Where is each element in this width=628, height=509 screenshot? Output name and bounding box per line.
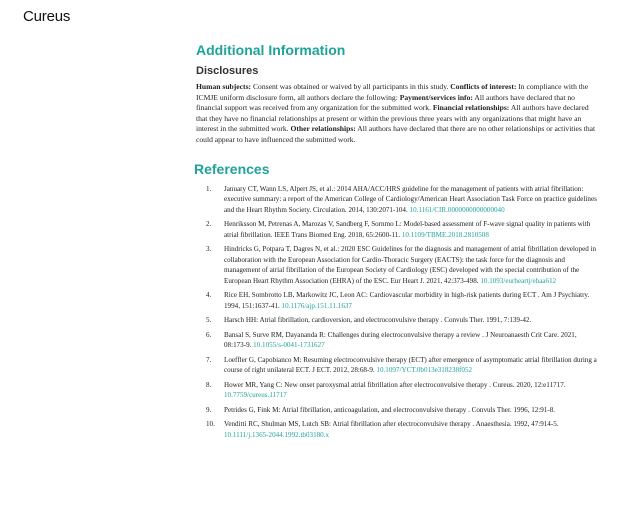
payment-services-text: All authors have declared that no financial support was received from any organization for the submitted work.: [196, 92, 575, 113]
reference-text: Venditti RC, Shulman MS, Lutch SB: Atrial fibrillation after electroconvulsive therapy . Anaesthesia. 1992, 47:914-5.: [224, 420, 559, 429]
reference-doi-link[interactable]: 10.1097/YCT.0b013e318238f052: [376, 366, 473, 375]
reference-item: [196, 219, 600, 240]
journal-logo: Cureus: [23, 8, 71, 25]
reference-text: January CT, Wann LS, Alpert JS, et al.: 2014 AHA/ACC/HRS guideline for the management of patients with atrial fibrillation: executive summary: a report of the American College of Cardiology/American Heart Association Task Force on practice guidelines and the Heart Rhythm Society. Circulation. 2014, 130:2071-104.: [224, 184, 597, 214]
human-subjects-text: Consent was obtained or waived by all participants in this study.: [251, 82, 451, 91]
reference-number: 4.: [206, 291, 212, 300]
reference-item: [196, 380, 600, 401]
reference-doi-link[interactable]: 10.7759/cureus.11717: [224, 391, 287, 400]
conflicts-of-interest-text: In compliance with the ICMJE uniform disclosure form, all authors declare the following:: [196, 82, 589, 102]
reference-item: [196, 315, 600, 326]
reference-item: [196, 405, 600, 416]
reference-doi-link[interactable]: 10.1055/s-0041-1731627: [253, 341, 325, 350]
human-subjects-label: Human subjects:: [196, 82, 252, 91]
conflicts-of-interest-label: Conflicts of interest:: [450, 82, 517, 91]
other-relationships-label: Other relationships:: [290, 124, 356, 134]
reference-doi-link[interactable]: 10.1109/TBME.2018.2810508: [401, 230, 489, 239]
references-heading: References: [194, 160, 270, 177]
reference-text: Henriksson M, Petrenas A, Marozas V, Sandberg F, Sornmo L: Model-based assessment of F-wave signal quality in patients with atrial fibrillation. IEEE Trans Biomed Eng. 2018, 65:2600-11.: [224, 220, 591, 239]
reference-text: Petrides G, Fink M: Atrial fibrillation, anticoagulation, and electroconvulsive therapy . Convuls Ther. 1996, 12:91-8.: [224, 405, 556, 414]
payment-services-label: Payment/services info:: [399, 92, 473, 102]
reference-text: Rice EH, Sombrotto LB, Markowitz JC, Leon AC: Cardiovascular morbidity in high-risk patients during ECT . Am J Psychiatry. 1994, 151:1637-41.: [224, 291, 590, 310]
reference-text: Hindricks G, Potpara T, Dagres N, et al.: 2020 ESC Guidelines for the diagnosis and management of atrial fibrillation developed in collaboration with the European Association for Cardio-Thoracic Surgery (EACTS): the task force for the diagnosis and management of atrial fibrillation of the European Society of Cardiology (ESC) developed with the special contribution of the European Heart Rhythm Association (EHRA) of the ESC. Eur Heart J. 2021, 42:373-498.: [224, 245, 597, 285]
reference-item: [196, 330, 600, 351]
additional-information-heading: Additional Information: [196, 42, 346, 58]
reference-number: 1.: [206, 184, 212, 193]
reference-number: 9.: [206, 405, 212, 414]
other-relationships-text: All authors have declared that there are no other relationships or activities that could appear to have influenced the submitted work.: [196, 124, 596, 144]
reference-item: [196, 244, 600, 286]
reference-text: Bansal S, Surve RM, Dayananda R: Challenges during electroconvulsive therapy a review . J Neuroanaesth Crit Care. 2021, 08:173-9.: [224, 330, 577, 350]
reference-item: [196, 290, 600, 311]
reference-item: [196, 419, 600, 440]
reference-number: 6.: [206, 330, 212, 339]
financial-relationships-label: Financial relationships:: [432, 103, 510, 113]
reference-number: 2.: [206, 220, 212, 229]
financial-relationships-text: All authors have declared that they have no financial relationships at present or within the previous three years with any organizations that might have an interest in the submitted work.: [196, 103, 589, 134]
reference-doi-link[interactable]: 10.1176/ajp.151.11.1637: [281, 301, 352, 310]
reference-text: Loeffler G, Capobianco M: Resuming electroconvulsive therapy (ECT) after emergence of asymptomatic atrial fibrillation during a course of right unilateral ECT. J ECT. 2012, 28:68-9.: [224, 355, 597, 375]
reference-text: Harsch HH: Atrial fibrillation, cardioversion, and electroconvulsive therapy . Convuls Ther. 1991, 7:139-42.: [224, 316, 532, 325]
reference-number: 10.: [206, 420, 215, 429]
reference-number: 8.: [206, 380, 212, 389]
reference-doi-link[interactable]: 10.1161/CIR.0000000000000040: [409, 205, 505, 214]
disclosures-paragraph: [196, 82, 600, 146]
reference-doi-link[interactable]: 10.1111/j.1365-2044.1992.tb03180.x: [224, 430, 330, 439]
article-content: [196, 42, 600, 444]
reference-number: 7.: [206, 355, 212, 364]
reference-number: 3.: [206, 245, 212, 254]
reference-item: [196, 355, 600, 376]
reference-text: Hower MR, Yang C: New onset paroxysmal atrial fibrillation after electroconvulsive therapy . Cureus. 2020, 12:e11717.: [224, 380, 566, 389]
disclosures-heading: Disclosures: [196, 65, 259, 77]
reference-list: [196, 184, 600, 441]
reference-doi-link[interactable]: 10.1093/eurheartj/ehaa612: [480, 276, 557, 285]
reference-number: 5.: [206, 316, 212, 325]
reference-item: [196, 184, 600, 216]
